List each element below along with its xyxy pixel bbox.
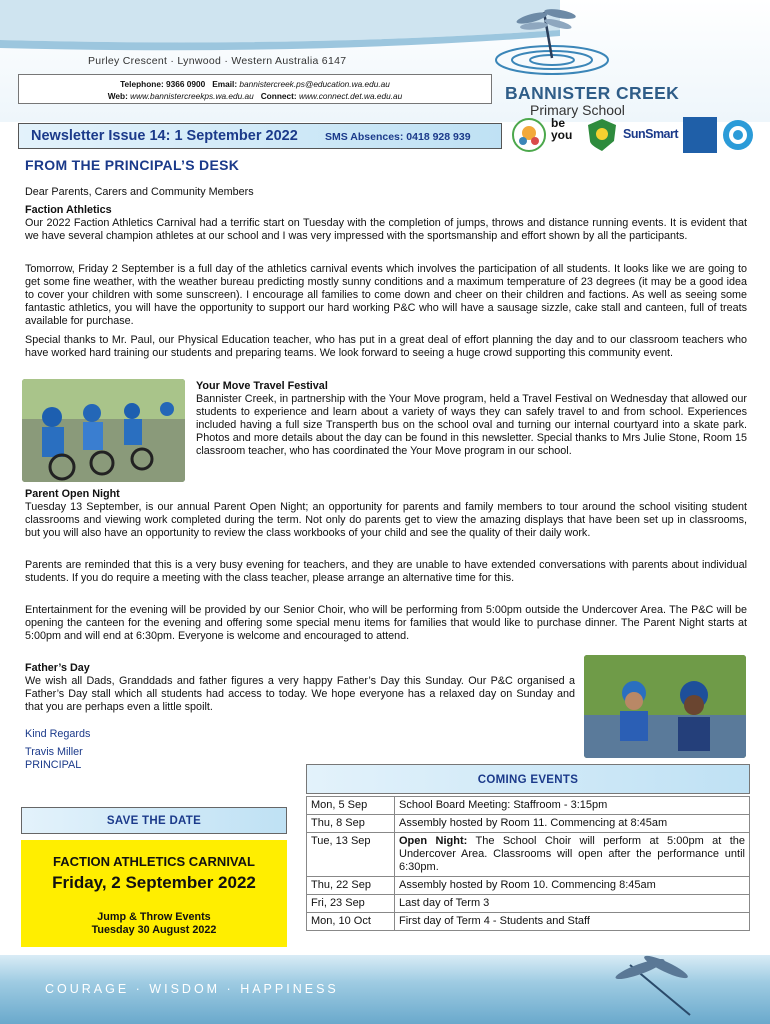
event-date: Tue, 13 Sep	[307, 833, 395, 877]
paragraph-faction-athletics: Our 2022 Faction Athletics Carnival had a terrific start on Tuesday with the completion of jumps, throws and distance running events. It is evident that we have several champion athletes at our school and I was very impressed with the sportsmanship and effort shown by all the participants.	[25, 217, 747, 242]
shield-crest-icon	[585, 117, 619, 153]
school-motto: COURAGE · WISDOM · HAPPINESS	[45, 982, 339, 996]
save-the-date-heading: SAVE THE DATE	[21, 807, 287, 834]
event-description	[395, 833, 750, 877]
save-line-carnival: FACTION ATHLETICS CARNIVAL	[53, 854, 255, 869]
principal-role: PRINCIPAL	[25, 759, 82, 771]
event-description: Assembly hosted by Room 10. Commencing 8:45am	[395, 877, 750, 895]
be-you-logo	[551, 117, 583, 153]
web-label: Web:	[107, 91, 128, 101]
photo-students-helmets	[584, 655, 746, 758]
email-link[interactable]: bannistercreek.ps@education.wa.edu.au	[239, 79, 390, 89]
paragraph-busy-evening: Parents are reminded that this is a very busy evening for teachers, and they are unable to have extended conversations with parents about individual students. If you do require a meeting with the class teacher, please arrange an alternative time for this.	[25, 559, 747, 584]
event-bold-label: Open Night:	[399, 835, 468, 847]
bike-riders-illustration	[22, 379, 185, 482]
table-row	[307, 833, 750, 877]
school-address: Purley Crescent · Lynwood · Western Australia 6147	[88, 55, 347, 67]
event-date: Mon, 5 Sep	[307, 797, 395, 815]
students-helmets-illustration	[584, 655, 746, 758]
event-description: School Board Meeting: Staffroom - 3:15pm	[395, 797, 750, 815]
save-line-events-date: Tuesday 30 August 2022	[91, 924, 217, 936]
coming-events-heading: COMING EVENTS	[306, 764, 750, 794]
save-the-date-box	[21, 807, 287, 947]
issue-bar	[18, 123, 502, 149]
email-label: Email:	[212, 79, 238, 89]
table-row	[307, 815, 750, 833]
sms-absences: SMS Absences: 0418 928 939	[325, 131, 471, 143]
event-date: Fri, 23 Sep	[307, 895, 395, 913]
dragonfly-logo-icon	[492, 4, 612, 84]
paragraph-entertainment: Entertainment for the evening will be provided by our Senior Choir, who will be performing from 5:00pm outside the Undercover Area. The P&C will be opening the canteen for the evening and offering some special menu items for families that would like to purchase dinner. The Parent Night starts at 5:00pm and will end at 6:30pm. Everyone is welcome and encouraged to attend.	[25, 604, 747, 642]
table-row	[307, 797, 750, 815]
paragraph-parent-open-night: Tuesday 13 September, is our annual Parent Open Night; an opportunity for parents and family members to tour around the school visiting student classrooms and viewing work completed during the term. Not only do parents get to view the amazing displays that have been set up in classrooms, but you will also have an opportunity to review the class workbooks of your child and see the quality of their daily work.	[25, 501, 747, 539]
header-band	[0, 0, 770, 122]
heading-travel-festival: Your Move Travel Festival	[196, 380, 328, 392]
sign-off-kind-regards: Kind Regards	[25, 728, 91, 740]
school-name: BANNISTER CREEK	[505, 83, 680, 103]
coming-events-table	[306, 796, 750, 931]
sunsmart-logo	[623, 117, 681, 153]
partner-logo-circle-icon	[511, 117, 547, 153]
school-subtitle: Primary School	[530, 102, 625, 118]
footer-band	[0, 955, 770, 1024]
paragraph-fathers-day: We wish all Dads, Granddads and father figures a very happy Father’s Day this Sunday. Our P&C organised a Father’s Day stall which all students had access to today. We hope everyone has a relaxed day on Sunday and that you are perhaps even a little spoilt.	[25, 675, 575, 713]
photo-bike-riders	[22, 379, 185, 482]
event-date: Mon, 10 Oct	[307, 913, 395, 931]
paragraph-special-thanks: Special thanks to Mr. Paul, our Physical Education teacher, who has put in a great deal of effort planning the day and to our classroom teachers who have worked hard training our students and preparing teams. We look forward to seeing a huge crowd supporting this community event.	[25, 334, 747, 359]
telephone-value: 9366 0900	[166, 79, 206, 89]
paragraph-carnival-tomorrow: Tomorrow, Friday 2 September is a full day of the athletics carnival events which involves the participation of all students. It looks like we are going to get some fine weather, with the weather bureau predicting mostly sunny conditions and a maximum temperature of 23 degrees (it may be a good idea to cover your children with some sunscreen). I encourage all families to come down and cheer on their children and factions. As well as seeing some fantastic athletics, you will have the opportunity to support our hard working P&C who will have a sausage sizzle, cake stall and canteen, full of treats available for purchase.	[25, 263, 747, 327]
heading-faction-athletics: Faction Athletics	[25, 204, 112, 216]
save-line-jump-throw	[21, 911, 287, 937]
partner-logo-blue-icon	[683, 117, 717, 153]
telephone-label: Telephone:	[120, 79, 164, 89]
principal-name: Travis Miller	[25, 746, 83, 758]
web-link[interactable]: www.bannistercreekps.wa.edu.au	[130, 91, 254, 101]
footer-dragonfly-icon	[570, 955, 770, 1024]
connect-label: Connect:	[260, 91, 297, 101]
be-you-line1: be	[551, 116, 566, 130]
sunsmart-text: SunSmart	[623, 127, 679, 141]
connect-link[interactable]: www.connect.det.wa.edu.au	[298, 91, 403, 101]
be-you-line2: you	[551, 128, 573, 142]
save-line-date: Friday, 2 September 2022	[52, 873, 256, 892]
event-description: Last day of Term 3	[395, 895, 750, 913]
event-date: Thu, 22 Sep	[307, 877, 395, 895]
section-title-principal: FROM THE PRINCIPAL’S DESK	[25, 157, 240, 173]
partner-logo-round-icon	[721, 117, 755, 153]
table-row	[307, 913, 750, 931]
save-the-date-body	[21, 840, 287, 947]
heading-parent-open-night: Parent Open Night	[25, 488, 120, 500]
event-description: First day of Term 4 - Students and Staff	[395, 913, 750, 931]
event-description: Assembly hosted by Room 11. Commencing at 8:45am	[395, 815, 750, 833]
paragraph-travel-festival: Bannister Creek, in partnership with the Your Move program, held a Travel Festival on Wednesday that allowed our students to experience and learn about a variety of ways they can safely travel to and from school. Experiences included having a full size Transperth bus on the school oval and turning our internal courtyard into a skate park. Photos and more details about the day can be found in this newsletter. Special thanks to Mrs Julie Stone, Room 15 classroom teacher, who has coordinated the Your Move program in our school.	[196, 393, 747, 457]
event-date: Thu, 8 Sep	[307, 815, 395, 833]
save-line-events: Jump & Throw Events	[97, 911, 211, 923]
newsletter-issue-title: Newsletter Issue 14: 1 September 2022	[31, 128, 298, 144]
partner-badges	[511, 117, 756, 155]
event-text: The School Choir will perform at 5:00pm at the Undercover Area. Classrooms will open after the performance until 6:30pm.	[399, 835, 746, 873]
heading-fathers-day: Father’s Day	[25, 662, 90, 674]
coming-events	[306, 764, 750, 931]
table-row	[307, 895, 750, 913]
greeting: Dear Parents, Carers and Community Members	[25, 186, 254, 198]
table-row	[307, 877, 750, 895]
contact-box	[18, 74, 492, 104]
